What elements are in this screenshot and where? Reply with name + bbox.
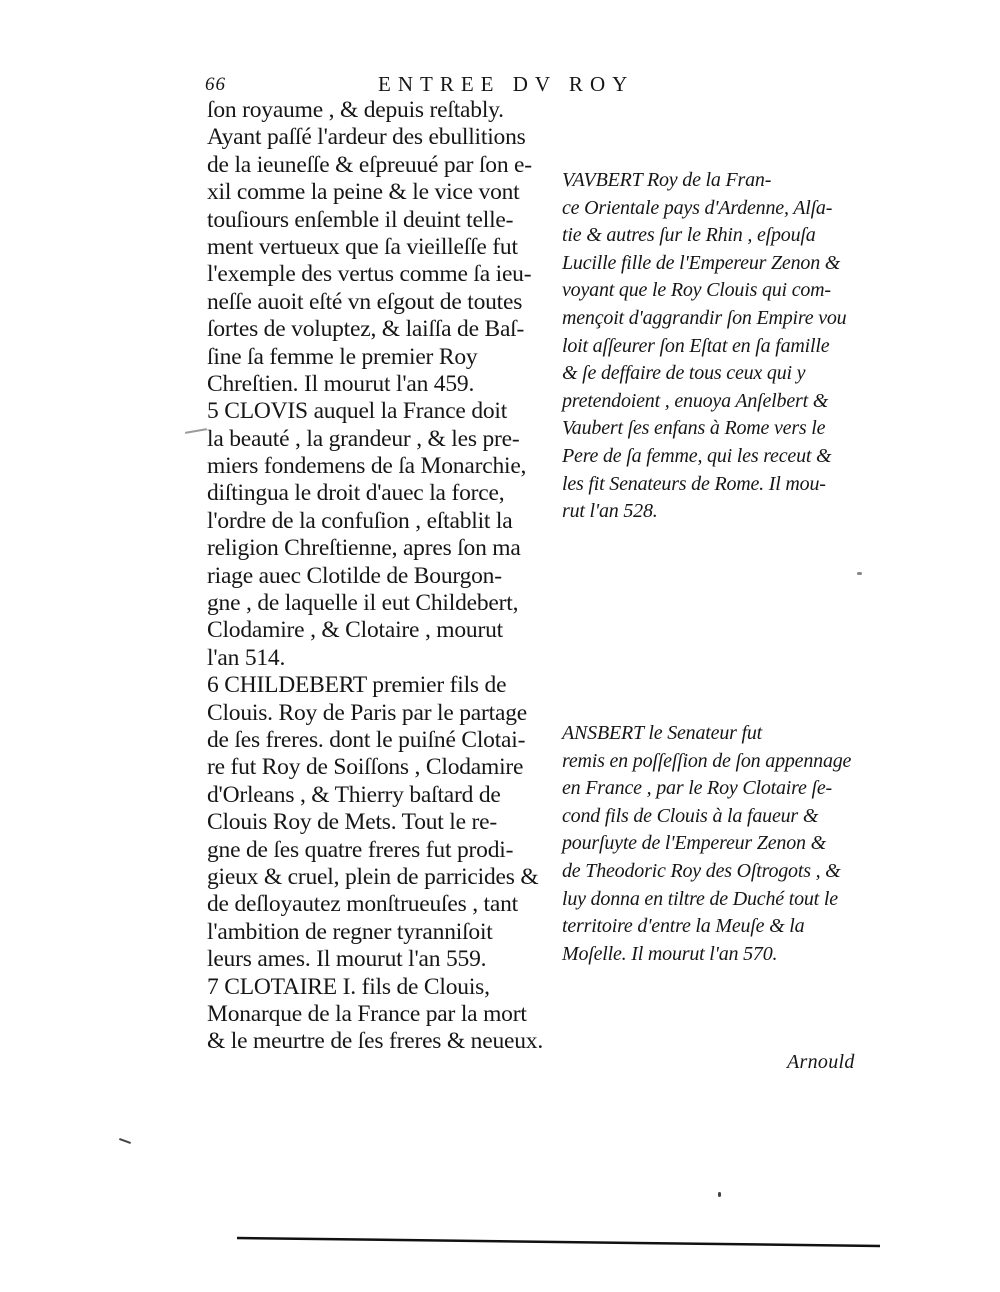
margin-note-ansbert <box>562 720 862 968</box>
note-line: luy donna en tiltre de Duché tout le <box>562 887 838 910</box>
text-line: riage auec Clotilde de Bourgon- <box>207 562 502 589</box>
note-line: remis en poſſeſſion de ſon appennage <box>562 749 852 772</box>
text-line: gne , de laquelle il eut Childebert, <box>207 590 519 617</box>
text-line: l'ordre de la confuſion , eſtablit la <box>207 507 513 534</box>
note-line: ANSBERT le Senateur fut <box>562 722 763 744</box>
text-line: gieux & cruel, plein de parricides & <box>207 863 539 890</box>
note-line: & ſe deffaire de tous ceux qui y <box>562 362 806 385</box>
catchword: Arnould <box>787 1051 855 1073</box>
text-line: l'exemple des vertus comme ſa ieu- <box>207 261 532 288</box>
text-line: Ayant paſſé l'ardeur des ebullitions <box>207 124 526 151</box>
text-line: ment vertueux que ſa vieilleſſe fut <box>207 233 518 260</box>
text-line: touſiours enſemble il deuint telle- <box>207 206 514 233</box>
text-line: d'Orleans , & Thierry baſtard de <box>207 781 501 808</box>
text-line: diſtingua le droit d'auec la force, <box>207 480 505 507</box>
page-number: 66 <box>205 74 226 95</box>
note-line: territoire d'entre la Meuſe & la <box>562 915 805 938</box>
note-line: Vaubert ſes enfans à Rome vers le <box>562 417 826 440</box>
text-line: la beauté , la grandeur , & les pre- <box>207 425 520 452</box>
text-line: re fut Roy de Soiſſons , Clodamire <box>207 754 524 781</box>
ink-speck <box>718 1192 721 1197</box>
text-line: Clouis Roy de Mets. Tout le re- <box>207 809 498 836</box>
note-line: mençoit d'aggrandir ſon Empire vou <box>562 306 847 329</box>
text-line: Monarque de la France par la mort <box>207 1000 527 1027</box>
text-line: Chreſtien. Il mourut l'an 459. <box>207 370 475 397</box>
text-line: ſortes de voluptez, & laiſſa de Baſ- <box>207 316 525 343</box>
note-line: pourſuyte de l'Empereur Zenon & <box>562 832 826 855</box>
text-line: l'ambition de regner tyranniſoit <box>207 918 493 945</box>
note-line: de Theodoric Roy des Oſtrogots , & <box>562 859 841 882</box>
main-text-column <box>207 97 559 1056</box>
margin-note-vaubert <box>562 167 862 526</box>
note-line: en France , par le Roy Clotaire ſe- <box>562 777 832 800</box>
text-line: 7 CLOTAIRE I. fils de Clouis, <box>207 973 490 1000</box>
note-line: cond fils de Clouis à la faueur & <box>562 804 819 827</box>
text-line: xil comme la peine & le vice vont <box>207 179 520 206</box>
text-line: religion Chreſtienne, apres ſon ma <box>207 535 521 562</box>
text-line: Clouis. Roy de Paris par le partage <box>207 699 527 726</box>
text-line: Clodamire , & Clotaire , mourut <box>207 617 503 644</box>
note-line: Lucille fille de l'Empereur Zenon & <box>562 251 841 274</box>
text-line: miers fondemens de ſa Monarchie, <box>207 453 527 480</box>
margin-pencil-dash <box>185 428 207 434</box>
text-line: ſine ſa femme le premier Roy <box>207 343 478 370</box>
ink-speck <box>857 572 862 575</box>
text-line: de deſloyautez monſtrueuſes , tant <box>207 891 519 918</box>
text-line: de ſes freres. dont le puiſné Clotai- <box>207 726 526 753</box>
text-line: leurs ames. Il mourut l'an 559. <box>207 946 487 973</box>
text-line: 5 CLOVIS auquel la France doit <box>207 398 508 425</box>
text-line: neſſe auoit eſté vn eſgout de toutes <box>207 288 523 315</box>
text-line: gne de ſes quatre freres fut prodi- <box>207 836 514 863</box>
note-line: Pere de ſa femme, qui les receut & <box>562 444 832 467</box>
text-line: 6 CHILDEBERT premier fils de <box>207 672 507 699</box>
text-line: & le meurtre de ſes freres & neueux. <box>207 1028 544 1055</box>
note-line: les fit Senateurs de Rome. Il mou- <box>562 472 826 495</box>
text-line: de la ieuneſſe & eſpreuué par ſon e- <box>207 151 532 178</box>
text-line: ſon royaume , & depuis reſtably. <box>207 97 504 123</box>
note-line: Moſelle. Il mourut l'an 570. <box>562 942 778 965</box>
note-line: loit aſſeurer ſon Eſtat en ſa famille <box>562 334 830 357</box>
running-head: ENTREE DV ROY <box>378 72 635 96</box>
note-line: pretendoient , enuoya Anſelbert & <box>562 389 829 412</box>
note-line: voyant que le Roy Clouis qui com- <box>562 279 831 302</box>
note-line: tie & autres ſur le Rhin , eſpouſa <box>562 224 816 247</box>
note-line: VAVBERT Roy de la Fran- <box>562 169 772 191</box>
ink-speck <box>119 1138 131 1144</box>
note-line: ce Orientale pays d'Ardenne, Alſa- <box>562 196 833 219</box>
text-line: l'an 514. <box>207 644 286 671</box>
page-bottom-edge <box>237 1234 880 1248</box>
note-line: rut l'an 528. <box>562 500 658 523</box>
